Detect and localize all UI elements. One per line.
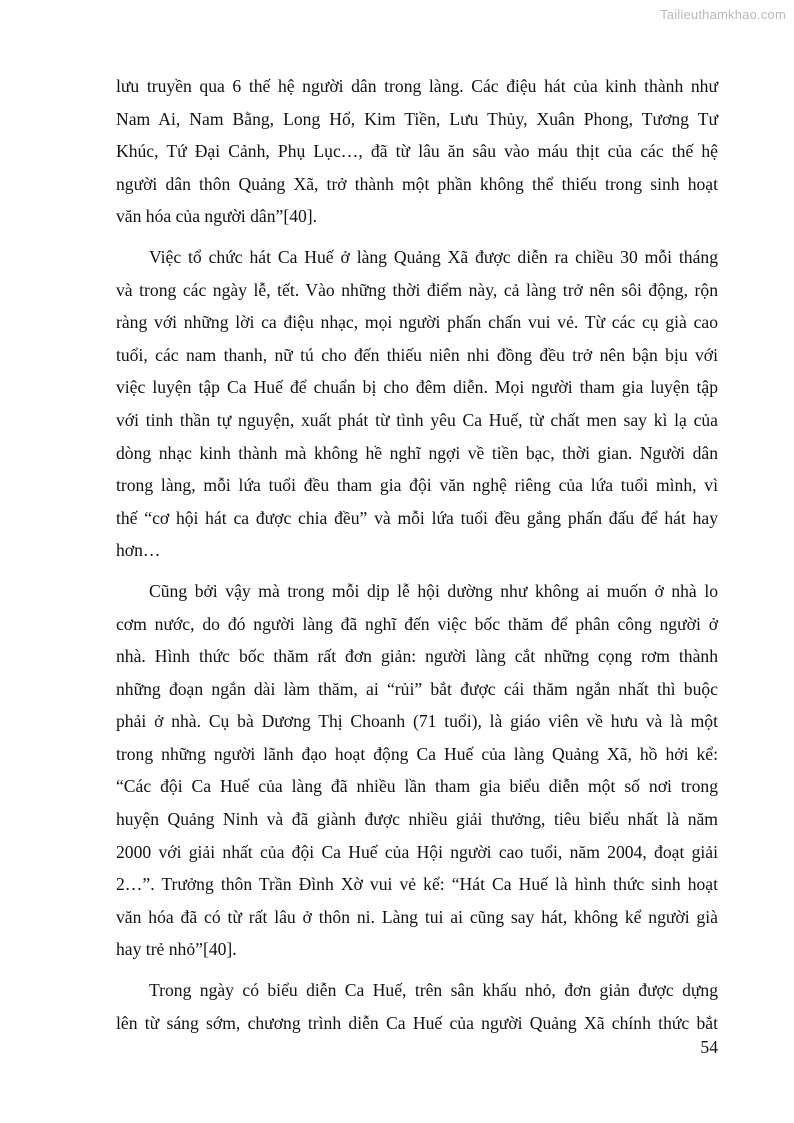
- paragraph-4: [116, 974, 718, 1039]
- paragraph-3: [116, 575, 718, 966]
- text-line: nhà. Hình thức bốc thăm rất đơn giản: người làng cắt những cọng rơm thành: [116, 646, 718, 667]
- text-line: phải ở nhà. Cụ bà Dương Thị Choanh (71 tuổi), là giáo viên về hưu và là một: [116, 711, 718, 732]
- text-line: văn hóa của người dân”[40].: [116, 206, 318, 227]
- text-line: Cũng bởi vậy mà trong mỗi dịp lễ hội dường như không ai muốn ở nhà lo: [149, 580, 718, 601]
- text-line: những đoạn ngắn dài làm thăm, ai “rủi” bắt được cái thăm ngắn nhất thì buộc: [116, 678, 718, 699]
- text-line: cơm nước, do đó người làng đã nghĩ đến việc bốc thăm để phân công người ở: [116, 613, 718, 634]
- text-line: tuổi, các nam thanh, nữ tú cho đến thiếu niên nhi đồng đều trở nên bận bịu với: [116, 344, 718, 365]
- document-body: [116, 70, 718, 1039]
- text-line: Nam Ai, Nam Bằng, Long Hổ, Kim Tiền, Lưu Thủy, Xuân Phong, Tương Tư: [116, 108, 718, 129]
- text-line: lưu truyền qua 6 thế hệ người dân trong làng. Các điệu hát của kinh thành như: [116, 76, 718, 96]
- text-line: lên từ sáng sớm, chương trình diễn Ca Huế của người Quảng Xã chính thức bắt: [116, 1012, 718, 1033]
- text-line: văn hóa đã có từ rất lâu ở thôn ni. Làng tui ai cũng say hát, không kể người già: [116, 906, 718, 927]
- text-line: hay trẻ nhỏ”[40].: [116, 939, 237, 960]
- text-line: người dân thôn Quảng Xã, trở thành một phần không thể thiếu trong sinh hoạt: [116, 173, 718, 194]
- text-line: 2000 với giải nhất của đội Ca Huế của Hội người cao tuổi, năm 2004, đoạt giải: [116, 841, 718, 862]
- text-line: Trong ngày có biểu diễn Ca Huế, trên sân khấu nhỏ, đơn giản được dựng: [149, 980, 718, 1001]
- text-line: dòng nhạc kinh thành mà không hề nghĩ ngợi về tiền bạc, thời gian. Người dân: [116, 442, 718, 463]
- text-line: hơn…: [116, 540, 161, 561]
- text-line: việc luyện tập Ca Huế để chuẩn bị cho đêm diễn. Mọi người tham gia luyện tập: [116, 377, 718, 398]
- paragraph-1: [116, 70, 718, 233]
- text-line: huyện Quảng Ninh và đã giành được nhiều giải thưởng, tiêu biểu nhất là năm: [116, 809, 718, 830]
- page-number: 54: [700, 1037, 718, 1057]
- text-line: “Các đội Ca Huế của làng đã nhiều lần tham gia biểu diễn một số nơi trong: [116, 776, 718, 797]
- text-line: trong những người lãnh đạo hoạt động Ca Huế của làng Quảng Xã, hồ hởi kể:: [116, 743, 718, 764]
- text-line: trong làng, mỗi lứa tuổi đều tham gia đội văn nghệ riêng của lứa tuổi mình, vì: [116, 475, 718, 496]
- text-line: 2…”. Trưởng thôn Trần Đình Xờ vui vẻ kể: “Hát Ca Huế là hình thức sinh hoạt: [116, 874, 718, 895]
- text-line: ràng với những lời ca điệu nhạc, mọi người phấn chấn vui vẻ. Từ các cụ già cao: [116, 312, 718, 333]
- text-line: Việc tổ chức hát Ca Huế ở làng Quảng Xã được diễn ra chiều 30 mỗi tháng: [149, 246, 718, 267]
- text-line: Khúc, Tứ Đại Cảnh, Phụ Lục…, đã từ lâu ăn sâu vào máu thịt của các thế hệ: [116, 141, 718, 162]
- text-line: thế “cơ hội hát ca được chia đều” và mỗi lứa tuổi đều gắng phấn đấu để hát hay: [116, 507, 718, 528]
- watermark-text: Tailieuthamkhao.com: [660, 7, 786, 22]
- paragraph-2: [116, 241, 718, 567]
- text-line: với tinh thần tự nguyện, xuất phát từ tình yêu Ca Huế, từ chất men say kì lạ của: [116, 409, 718, 430]
- text-line: và trong các ngày lễ, tết. Vào những thời điểm này, cả làng trở nên sôi động, rộn: [116, 279, 718, 300]
